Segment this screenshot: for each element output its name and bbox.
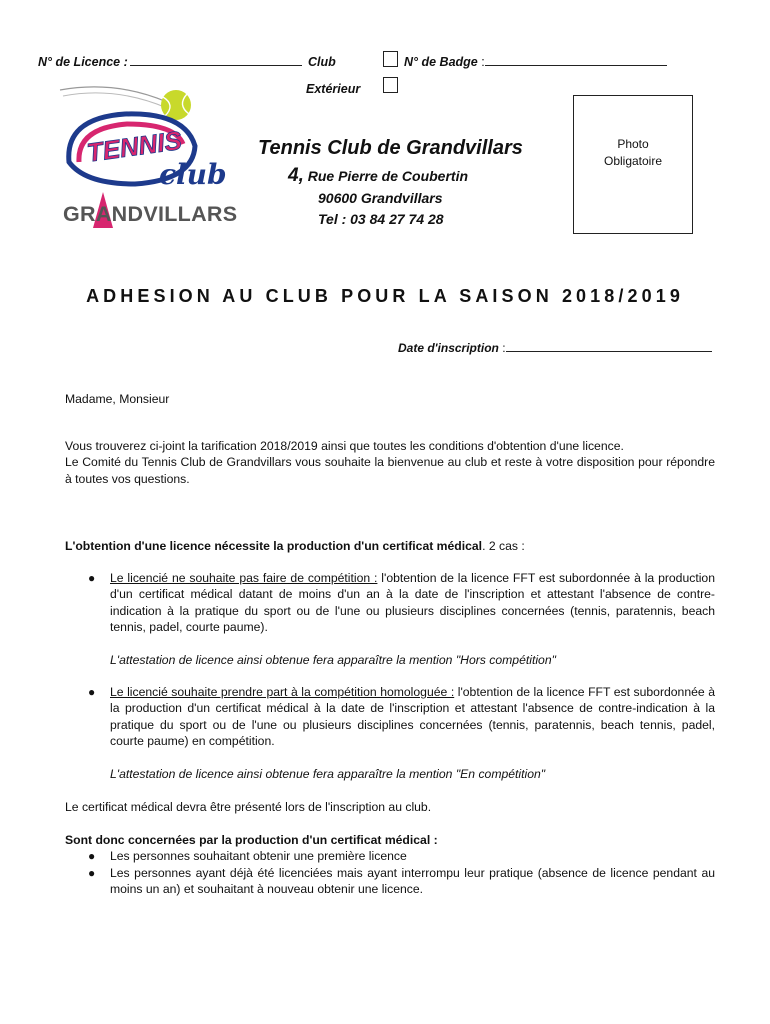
photo-box[interactable] — [573, 95, 693, 234]
street-name: Rue Pierre de Coubertin — [307, 168, 469, 184]
club-street — [288, 165, 468, 187]
certificat-presented: Le certificat médical devra être présenté lors de l'inscription au club. — [65, 800, 432, 814]
certificat-heading-rest: . 2 cas : — [482, 539, 525, 553]
bullet-icon: ● — [88, 866, 96, 880]
date-colon: : — [502, 341, 506, 355]
case-1-title: Le licencié ne souhaite pas faire de compétition : — [110, 571, 378, 585]
case-2-note: L'attestation de licence ainsi obtenue fera apparaître la mention "En compétition" — [110, 767, 546, 781]
case-2-text: l'obtention de la licence FFT est subordonnée à la production d'un certificat médical à la date de l'inscription et attestant l'absence de contre-indication à la pratique du sport ou de l'une ou plusieurs disciplines concernées (tennis, paratennis, beach tennis, padel, courte paume) en compétition. — [110, 685, 715, 749]
bullet-icon: ● — [88, 571, 96, 585]
club-label: Club — [308, 55, 336, 69]
certificat-heading-bold: L'obtention d'une licence nécessite la production d'un certificat médical — [65, 539, 483, 553]
date-label: Date d'inscription — [398, 341, 499, 355]
street-number: 4, — [288, 165, 304, 186]
bullet-icon: ● — [88, 849, 96, 863]
bullet-icon: ● — [88, 685, 96, 699]
intro-line-1: Vous trouverez ci-joint la tarification 2018/2019 ainsi que toutes les conditions d'obtention d'une licence. — [65, 439, 624, 453]
tennis-club-logo — [55, 80, 245, 230]
photo-required-label: Obligatoire — [603, 154, 663, 168]
case-1-text: l'obtention de la licence FFT est subordonnée à la production d'un certificat médical datant de moins d'un an à la date de l'inscription et attestant l'absence de contre-indication à la pratique du sport ou de l'une ou plusieurs disciplines concernées (tennis, paratennis, beach tennis, padel, courte paume). — [110, 571, 715, 635]
logo-tennis-word: TENNIS — [84, 124, 184, 168]
date-blank-line[interactable] — [506, 341, 712, 352]
logo-grandvillars-word: GRANDVILLARS — [63, 202, 238, 226]
intro-paragraph — [65, 438, 715, 487]
concerned-item-2: Les personnes ayant déjà été licenciées mais ayant interrompu leur pratique (absence de licence pendant au moins un an) et souhaitant à nouveau obtenir une licence. — [110, 866, 715, 897]
case-2-paragraph — [110, 684, 715, 750]
licence-number-field[interactable] — [38, 55, 302, 69]
club-city: 90600 Grandvillars — [318, 190, 443, 206]
badge-label: N° de Badge — [404, 55, 478, 69]
photo-label: Photo — [617, 137, 649, 151]
greeting: Madame, Monsieur — [65, 392, 170, 406]
exterieur-label: Extérieur — [306, 82, 361, 96]
intro-line-2: Le Comité du Tennis Club de Grandvillars vous souhaite la bienvenue au club et reste à votre disposition pour répondre à toutes vos questions. — [65, 455, 715, 486]
club-name: Tennis Club de Grandvillars — [258, 137, 523, 159]
badge-blank-line[interactable] — [485, 55, 667, 66]
case-2-title: Le licencié souhaite prendre part à la compétition homologuée : — [110, 685, 455, 699]
case-1-paragraph — [110, 570, 715, 636]
certificat-heading — [65, 538, 715, 554]
concerned-heading: Sont donc concernées par la production d'un certificat médical : — [65, 833, 438, 847]
licence-label: N° de Licence : — [38, 55, 128, 69]
club-phone: Tel : 03 84 27 74 28 — [318, 211, 444, 227]
exterieur-checkbox[interactable] — [383, 77, 398, 93]
club-checkbox[interactable] — [383, 51, 398, 67]
badge-colon: : — [481, 55, 485, 69]
licence-blank-line[interactable] — [130, 55, 302, 66]
concerned-item-1: Les personnes souhaitant obtenir une première licence — [110, 849, 407, 863]
case-1-note: L'attestation de licence ainsi obtenue fera apparaître la mention "Hors compétition" — [110, 653, 556, 667]
date-inscription-field[interactable] — [398, 341, 712, 355]
logo-club-word: club — [159, 158, 227, 191]
badge-number-field[interactable] — [404, 55, 667, 69]
page-title: ADHESION AU CLUB POUR LA SAISON 2018/2019 — [86, 286, 684, 306]
